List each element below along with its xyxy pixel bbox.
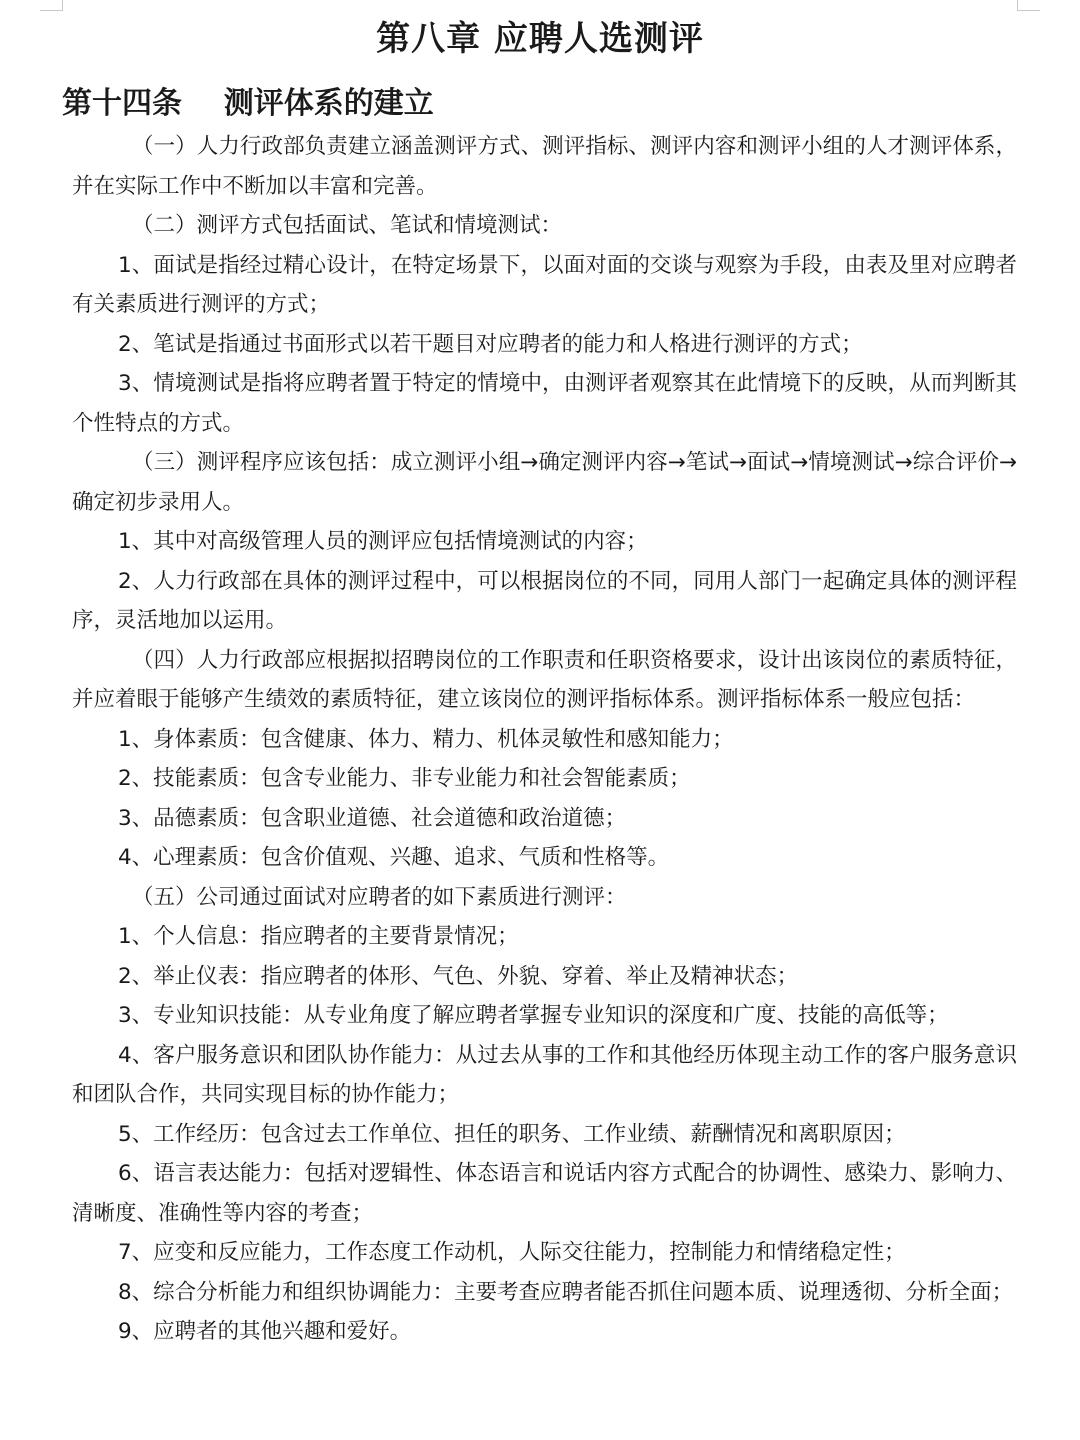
list-item: 2、人力行政部在具体的测评过程中，可以根据岗位的不同，同用人部门一起确定具体的测评程序，灵活地加以运用。 [72,568,1017,633]
list-item: 2、笔试是指通过书面形式以若干题目对应聘者的能力和人格进行测评的方式； [118,331,863,357]
list-item: 4、客户服务意识和团队协作能力：从过去从事的工作和其他经历体现主动工作的客户服务意识和团队合作，共同实现目标的协作能力； [72,1042,1017,1107]
paragraph-section-3: （三）测评程序应该包括：成立测评小组→确定测评内容→笔试→面试→情境测试→综合评价→确定初步录用人。 [72,450,1017,515]
paragraph-section-2: （二）测评方式包括面试、笔试和情境测试： [132,213,563,238]
list-item: 1、身体素质：包含健康、体力、精力、机体灵敏性和感知能力； [118,726,734,752]
list-item: 2、举止仪表：指应聘者的体形、气色、外貌、穿着、举止及精神状态； [118,963,799,989]
list-item: 3、品德素质：包含职业道德、社会道德和政治道德； [118,805,627,831]
paragraph-section-5: （五）公司通过面试对应聘者的如下素质进行测评： [132,884,627,910]
article-body [72,127,1017,1352]
list-item: 6、语言表达能力：包括对逻辑性、体态语言和说话内容方式配合的协调性、感染力、影响力、清晰度、准确性等内容的考查； [72,1161,1017,1226]
chapter-title: 第八章 应聘人选测评 [376,19,704,59]
list-item: 3、专业知识技能：从专业角度了解应聘者掌握专业知识的深度和广度、技能的高低等； [118,1003,949,1028]
list-item: 2、技能素质：包含专业能力、非专业能力和社会智能素质； [118,766,691,791]
paragraph-section-1: （一）人力行政部负责建立涵盖测评方式、测评指标、测评内容和测评小组的人才测评体系，并在实际工作中不断加以丰富和完善。 [72,134,1017,199]
list-item: 4、心理素质：包含价值观、兴趣、追求、气质和性格等。 [118,845,670,870]
paragraph-section-4: （四）人力行政部应根据拟招聘岗位的工作职责和任职资格要求，设计出该岗位的素质特征，并应着眼于能够产生绩效的素质特征，建立该岗位的测评指标体系。测评指标体系一般应包括： [72,647,1017,712]
list-item: 9、应聘者的其他兴趣和爱好。 [118,1319,412,1344]
list-item: 3、情境测试是指将应聘者置于特定的情境中，由测评者观察其在此情境下的反映，从而判断其个性特点的方式。 [72,371,1017,436]
list-item: 1、个人信息：指应聘者的主要背景情况； [118,924,519,949]
list-item: 1、面试是指经过精心设计，在特定场景下，以面对面的交谈与观察为手段，由表及里对应聘者有关素质进行测评的方式； [72,252,1017,317]
list-item: 7、应变和反应能力，工作态度工作动机，人际交往能力，控制能力和情绪稳定性； [118,1240,906,1265]
list-item: 5、工作经历：包含过去工作单位、担任的职务、工作业绩、薪酬情况和离职原因； [118,1121,906,1147]
list-item: 1、其中对高级管理人员的测评应包括情境测试的内容； [118,529,648,554]
list-item: 8、综合分析能力和组织协调能力：主要考查应聘者能否抓住问题本质、说理透彻、分析全面； [118,1279,1014,1305]
article-title: 第十四条 测评体系的建立 [62,86,434,121]
